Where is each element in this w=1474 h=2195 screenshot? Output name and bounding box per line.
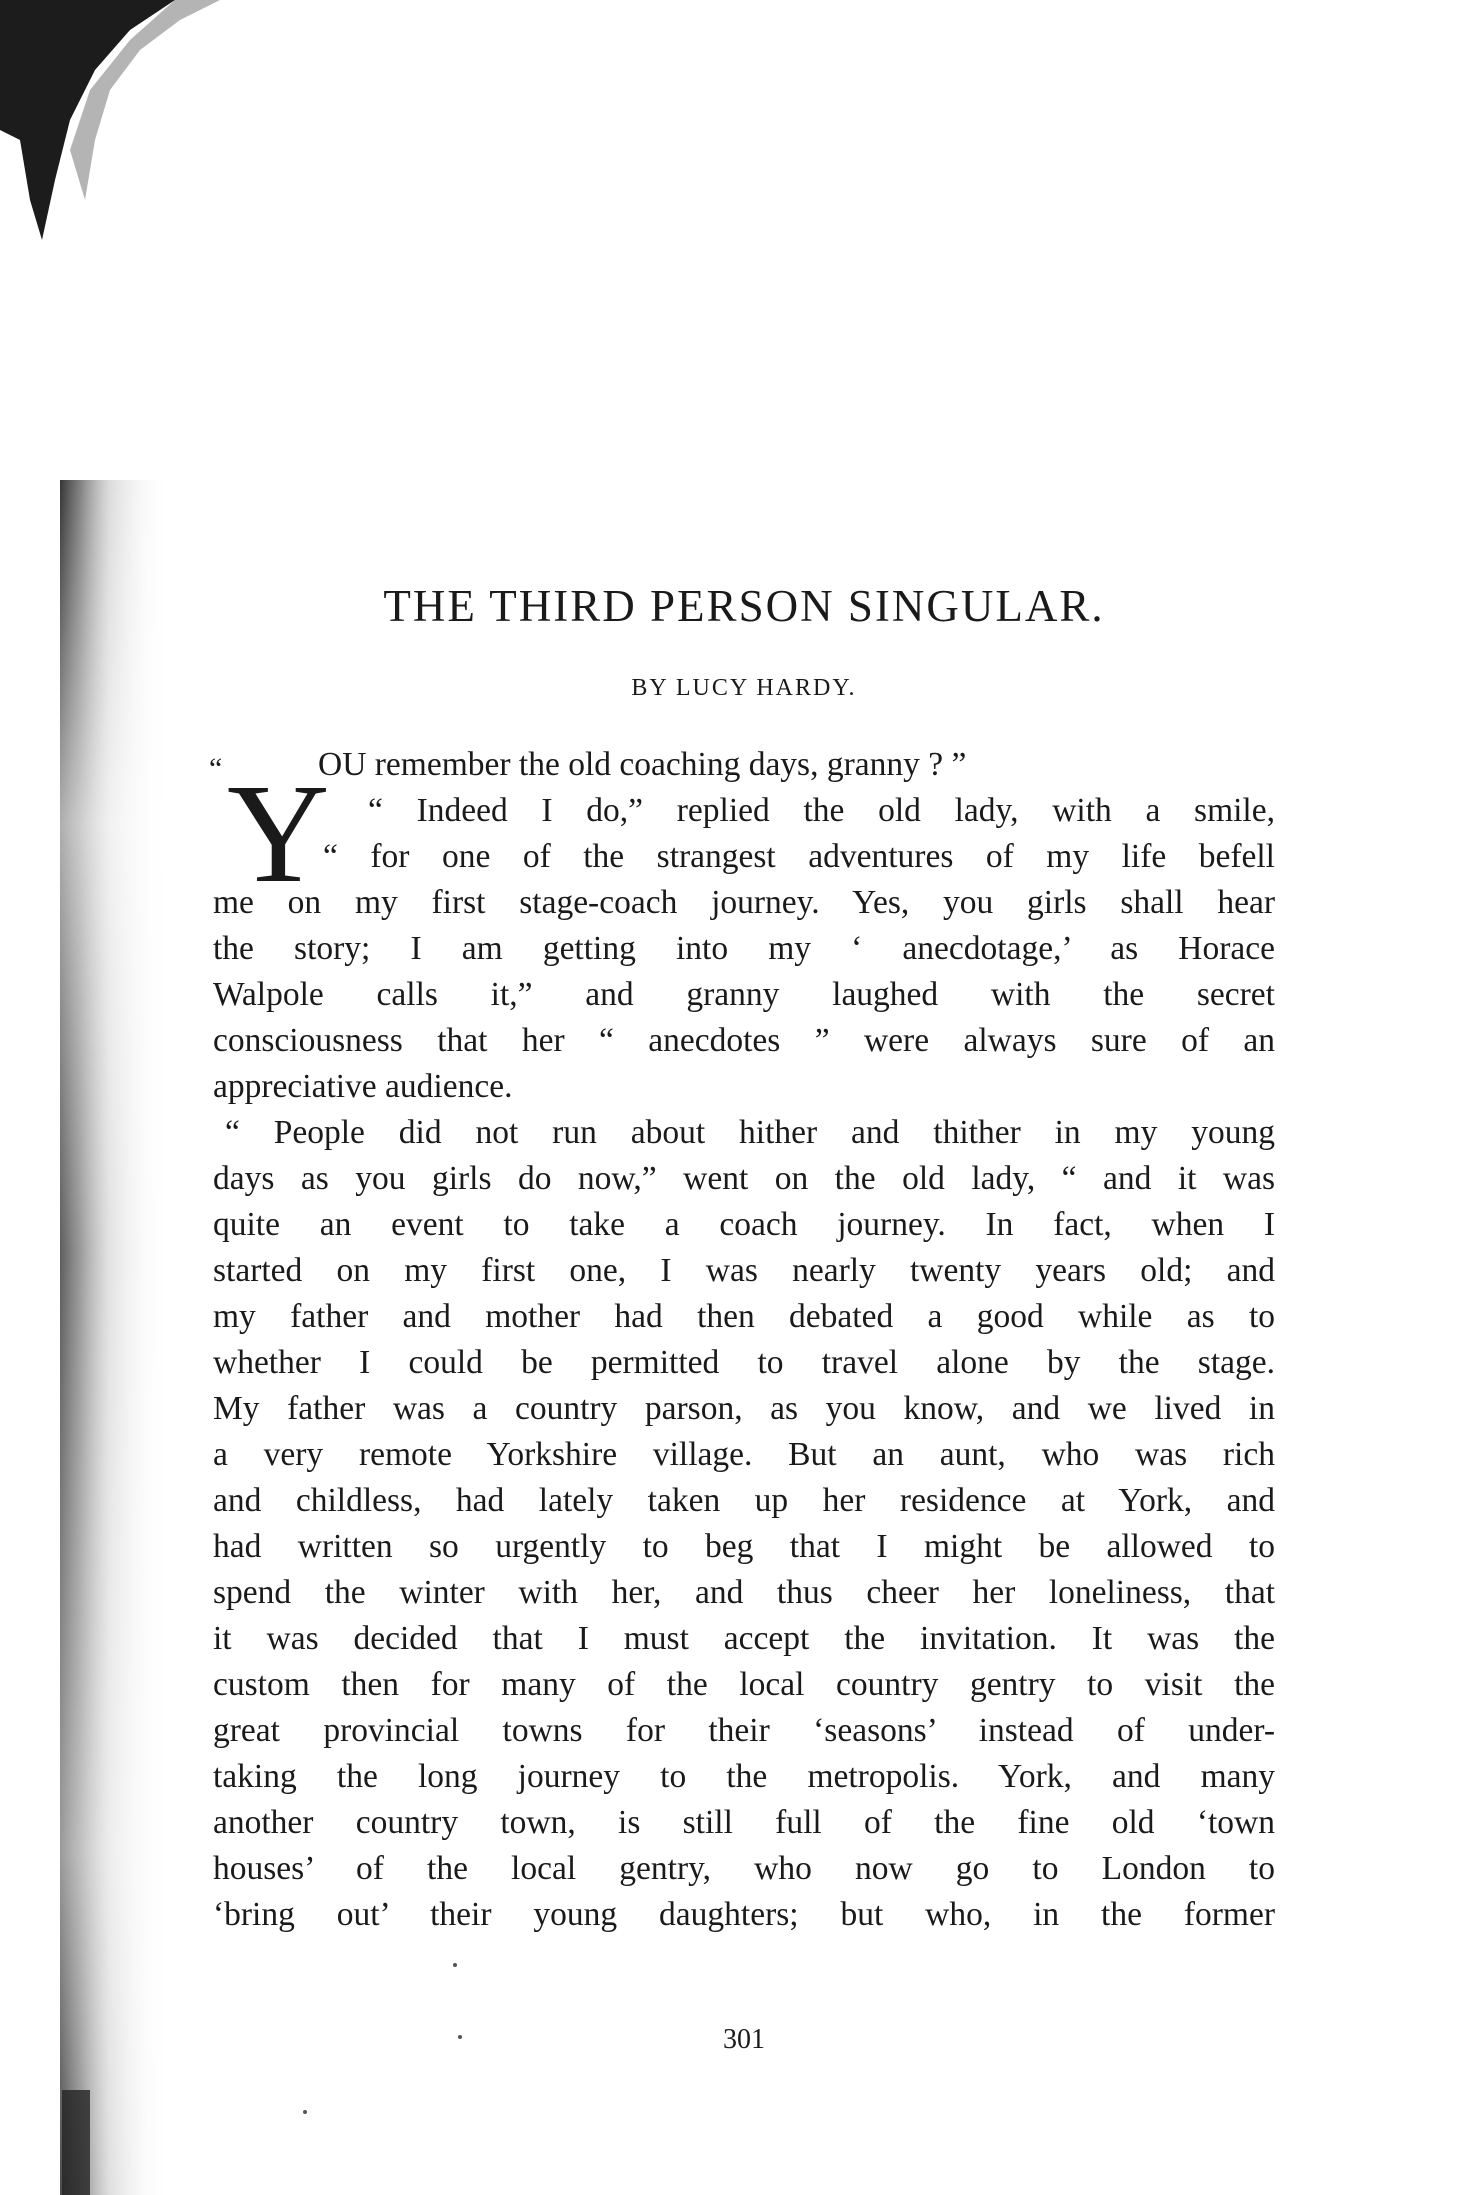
text-line: custom then for many of the local country gentry to visit the	[213, 1666, 1275, 1703]
text-line: another country town, is still full of the fine old ‘town	[213, 1804, 1275, 1841]
drop-cap-letter: Y	[227, 754, 330, 912]
text-line: “ People did not run about hither and thither in my young	[225, 1114, 1275, 1151]
corner-smudge	[0, 0, 230, 260]
text-line: whether I could be permitted to travel alone by the stage.	[213, 1344, 1275, 1381]
text-line: and childless, had lately taken up her residence at York, and	[213, 1482, 1275, 1519]
text-line: the story; I am getting into my ‘ anecdotage,’ as Horace	[213, 930, 1275, 967]
text-line: had written so urgently to beg that I might be allowed to	[213, 1528, 1275, 1565]
opening-line: “ for one of the strangest adventures of my life befell	[323, 838, 1275, 875]
text-line: quite an event to take a coach journey. In fact, when I	[213, 1206, 1275, 1243]
text-line: appreciative audience.	[213, 1068, 513, 1105]
opening-line: “ Indeed I do,” replied the old lady, with a smile,	[368, 792, 1275, 829]
binding-shadow	[0, 0, 190, 2195]
text-line: started on my first one, I was nearly twenty years old; and	[213, 1252, 1275, 1289]
text-line: days as you girls do now,” went on the old lady, “ and it was	[213, 1160, 1275, 1197]
text-line: my father and mother had then debated a good while as to	[213, 1298, 1275, 1335]
story-body	[213, 742, 1275, 1938]
text-line: consciousness that her “ anecdotes ” were always sure of an	[213, 1022, 1275, 1059]
ink-speck	[453, 1963, 457, 1967]
opening-line: OU remember the old coaching days, granny ? ”	[318, 746, 967, 783]
ink-speck	[303, 2110, 307, 2114]
text-line: taking the long journey to the metropolis. York, and many	[213, 1758, 1275, 1795]
text-line: me on my first stage-coach journey. Yes, you girls shall hear	[213, 884, 1275, 921]
text-line: a very remote Yorkshire village. But an aunt, who was rich	[213, 1436, 1275, 1473]
author-byline: BY LUCY HARDY.	[631, 675, 857, 701]
text-line: it was decided that I must accept the invitation. It was the	[213, 1620, 1275, 1657]
text-line: ‘bring out’ their young daughters; but who, in the former	[213, 1896, 1275, 1933]
page-number: 301	[723, 2024, 765, 2055]
ink-speck	[458, 2035, 462, 2039]
text-line: spend the winter with her, and thus cheer her loneliness, that	[213, 1574, 1275, 1611]
text-line: great provincial towns for their ‘seasons’ instead of under-	[213, 1712, 1275, 1749]
chapter-title: THE THIRD PERSON SINGULAR.	[383, 581, 1105, 631]
text-line: Walpole calls it,” and granny laughed with the secret	[213, 976, 1275, 1013]
drop-cap-open-quote: “	[209, 752, 223, 785]
text-line: My father was a country parson, as you know, and we lived in	[213, 1390, 1275, 1427]
text-line: houses’ of the local gentry, who now go to London to	[213, 1850, 1275, 1887]
book-page	[209, 0, 1275, 2195]
